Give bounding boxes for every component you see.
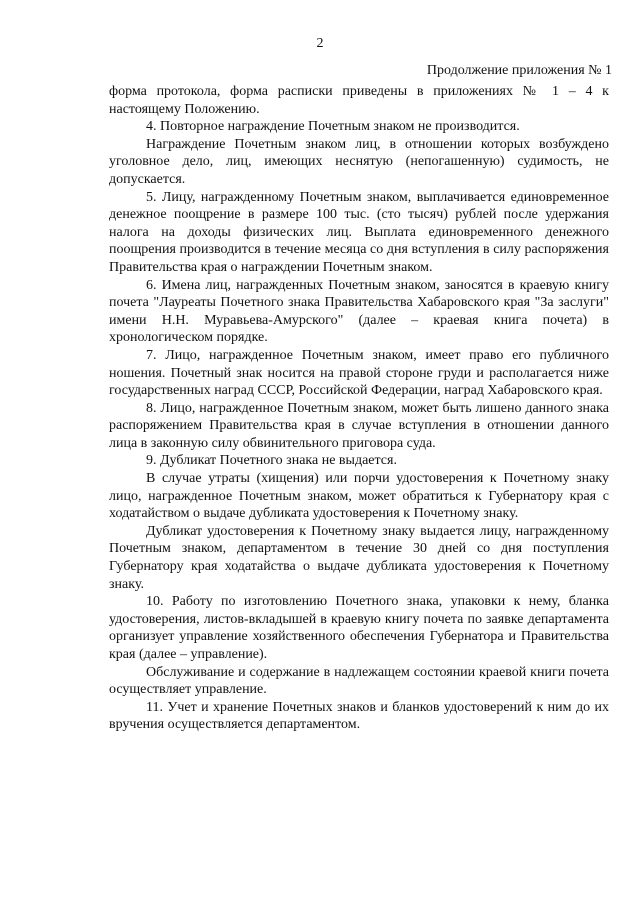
page-number: 2: [316, 36, 324, 51]
paragraph-9-duplicate: 9. Дубликат Почетного знака не выдается.: [146, 453, 397, 469]
paragraph-7-wearing: 7. Лицо, награжденное Почетным знаком, имеет право его публичного ношения. Почетный знак носится на правой стороне груди и располагается ниже государственных наград СССР, Российской Федерации, наград Хабаровского края.: [109, 347, 609, 399]
appendix-continuation-label: Продолжение приложения № 1: [426, 63, 612, 78]
paragraph-form-protocol: форма протокола, форма расписки приведены в приложениях № 1 – 4 к настоящему Положению.: [109, 84, 609, 117]
paragraph-4-repeat-award: 4. Повторное награждение Почетным знаком не производится.: [146, 119, 520, 135]
paragraph-book-maintenance: Обслуживание и содержание в надлежащем состоянии краевой книги почета осуществляет управление.: [109, 664, 609, 698]
paragraph-11-storage: 11. Учет и хранение Почетных знаков и бланков удостоверений к ним до их вручения осуществляется департаментом.: [109, 699, 609, 733]
paragraph-8-deprivation: 8. Лицо, награжденное Почетным знаком, может быть лишено данного знака распоряжением Правительства края в случае вступления в отношении данного лица в законную силу обвинительного приговора суда.: [109, 400, 609, 451]
paragraph-10-manufacturing: 10. Работу по изготовлению Почетного знака, упаковки к нему, бланка удостоверения, листов-вкладышей в краевую книгу почета по заявке департамента организует управление хозяйственного обеспечения Губернатора и Правительства края (далее – управление).: [109, 594, 609, 662]
paragraph-6-honor-book: 6. Имена лиц, награжденных Почетным знаком, заносятся в краевую книгу почета "Лауреаты Почетного знака Правительства Хабаровского края "За заслуги" имени Н.Н. Муравьева-Амурского" (далее – краевая книга почета) в хронологическом порядке.: [109, 277, 609, 346]
paragraph-5-payment: 5. Лицу, награжденному Почетным знаком, выплачивается единовременное денежное поощрение в размере 100 тыс. (сто тысяч) рублей после удержания налога на доходы физических лиц. Выплата единовременного денежного поощрения производится в течение месяца со дня вступления в силу распоряжения Правительства края о награждении Почетным знаком.: [109, 189, 609, 275]
paragraph-certificate-loss: В случае утраты (хищения) или порчи удостоверения к Почетному знаку лицо, награжденное Почетным знаком, может обратиться к Губернатору края с ходатайством о выдаче дубликата удостоверения к Почетному знаку.: [109, 471, 609, 522]
document-body: [109, 83, 609, 734]
paragraph-award-restriction: Награждение Почетным знаком лиц, в отношении которых возбуждено уголовное дело, лиц, имеющих неснятую (непогашенную) судимость, не допускается.: [109, 136, 609, 187]
paragraph-certificate-duplicate: Дубликат удостоверения к Почетному знаку выдается лицу, награжденному Почетным знаком, департаментом в течение 30 дней со дня поступления Губернатору края ходатайства о выдаче дубликата удостоверения к Почетному знаку.: [109, 523, 609, 592]
